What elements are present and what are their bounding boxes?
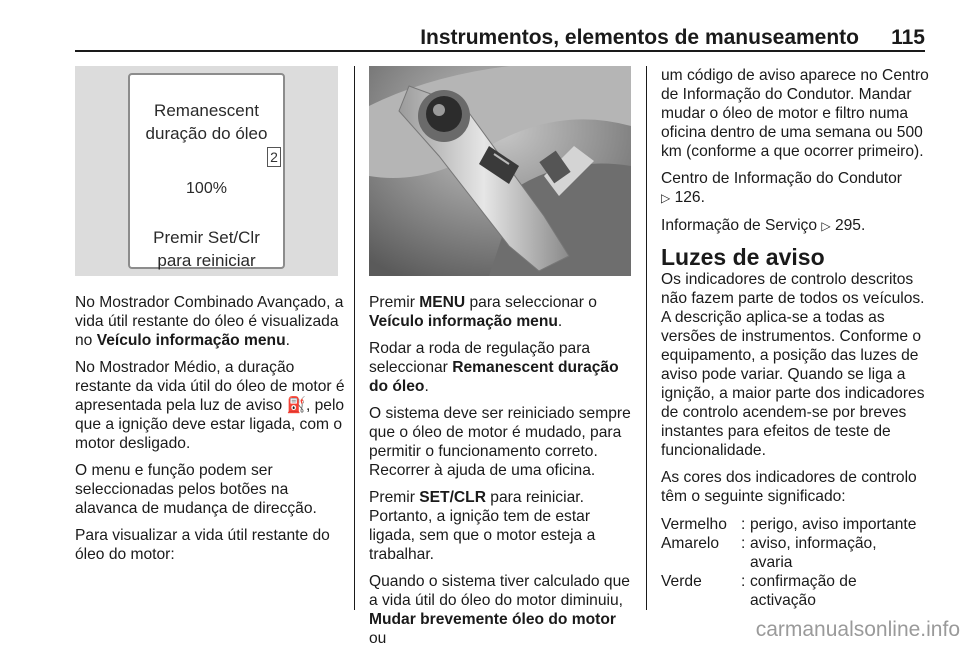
paragraph: Quando o sistema tiver calculado que a vida útil do óleo do motor diminuiu, Mudar brevemente óleo do motor ou xyxy=(369,573,630,647)
oil-life-display-figure xyxy=(75,66,338,276)
paragraph: No Mostrador Médio, a duração restante da vida útil do óleo de motor é apresentada pela luz de aviso ⛽, pelo que a ignição deve estar ligada, com o motor desligado. xyxy=(75,359,345,452)
reference-arrow-icon: ▷ xyxy=(821,219,831,233)
display-percentage: 100% xyxy=(186,180,227,197)
page-link[interactable]: 295 xyxy=(834,217,861,234)
display-line-1: Remanescent xyxy=(154,101,259,120)
paragraph: Para visualizar a vida útil restante do óleo do motor: xyxy=(75,527,330,563)
paragraph: No Mostrador Combinado Avançado, a vida útil restante do óleo é visualizada no Veículo informação menu. xyxy=(75,294,344,349)
page-title: Instrumentos, elementos de manuseamento xyxy=(420,26,859,49)
paragraph: Premir MENU para seleccionar o Veículo informação menu. xyxy=(369,294,597,330)
header-rule xyxy=(75,50,925,52)
watermark: carmanualsonline.info xyxy=(755,618,960,641)
page-number: 115 xyxy=(891,26,925,49)
paragraph: O menu e função podem ser seleccionadas pelos botões na alavanca de mudança de direcção. xyxy=(75,462,317,517)
paragraph: O sistema deve ser reiniciado sempre que o óleo de motor é mudado, para permitir o funcionamento correto. Recorrer à ajuda de uma oficina. xyxy=(369,405,631,479)
screen-number-badge: 2 xyxy=(267,147,281,167)
column-3 xyxy=(661,66,931,514)
reference-arrow-icon: ▷ xyxy=(661,191,671,205)
lever-illustration xyxy=(369,66,631,276)
column-divider-2 xyxy=(646,66,647,610)
display-line-2: duração do óleo xyxy=(145,124,268,143)
page-header xyxy=(75,26,925,50)
cross-reference: Informação de Serviço ▷ 295. xyxy=(661,217,866,234)
paragraph: As cores dos indicadores de controlo têm o seguinte significado: xyxy=(661,469,917,505)
display-line-4: Premir Set/Clr xyxy=(153,228,260,247)
paragraph: Os indicadores de controlo descritos não fazem parte de todos os veículos. A descrição aplica-se a todas as versões de instrumentos. Conforme o equipamento, a posição das luzes de aviso pode variar. Quando se liga a ignição, a maior parte dos indicadores de controlo acendem-se por breves instantes para efeitos de teste de funcionalidade. xyxy=(661,271,925,459)
paragraph: um código de aviso aparece no Centro de Informação do Condutor. Mandar mudar o óleo de motor e filtro numa oficina dentro de uma semana ou 500 km (conforme a que ocorrer primeiro). xyxy=(661,67,929,160)
column-divider-1 xyxy=(354,66,355,610)
display-screen xyxy=(128,73,285,269)
column-2 xyxy=(369,293,637,656)
display-line-5: para reiniciar xyxy=(157,251,256,270)
turn-signal-lever-photo xyxy=(369,66,631,276)
column-1 xyxy=(75,293,345,572)
section-heading: Luzes de aviso xyxy=(661,244,825,270)
cross-reference: Centro de Informação do Condutor ▷ 126. xyxy=(661,170,902,206)
page-link[interactable]: 126 xyxy=(674,189,701,206)
oil-warning-icon: ⛽ xyxy=(286,397,306,414)
paragraph: Rodar a roda de regulação para seleccionar Remanescent duração do óleo. xyxy=(369,340,619,395)
paragraph: Premir SET/CLR para reiniciar. Portanto, a ignição tem de estar ligada, sem que o motor esteja a trabalhar. xyxy=(369,489,596,563)
